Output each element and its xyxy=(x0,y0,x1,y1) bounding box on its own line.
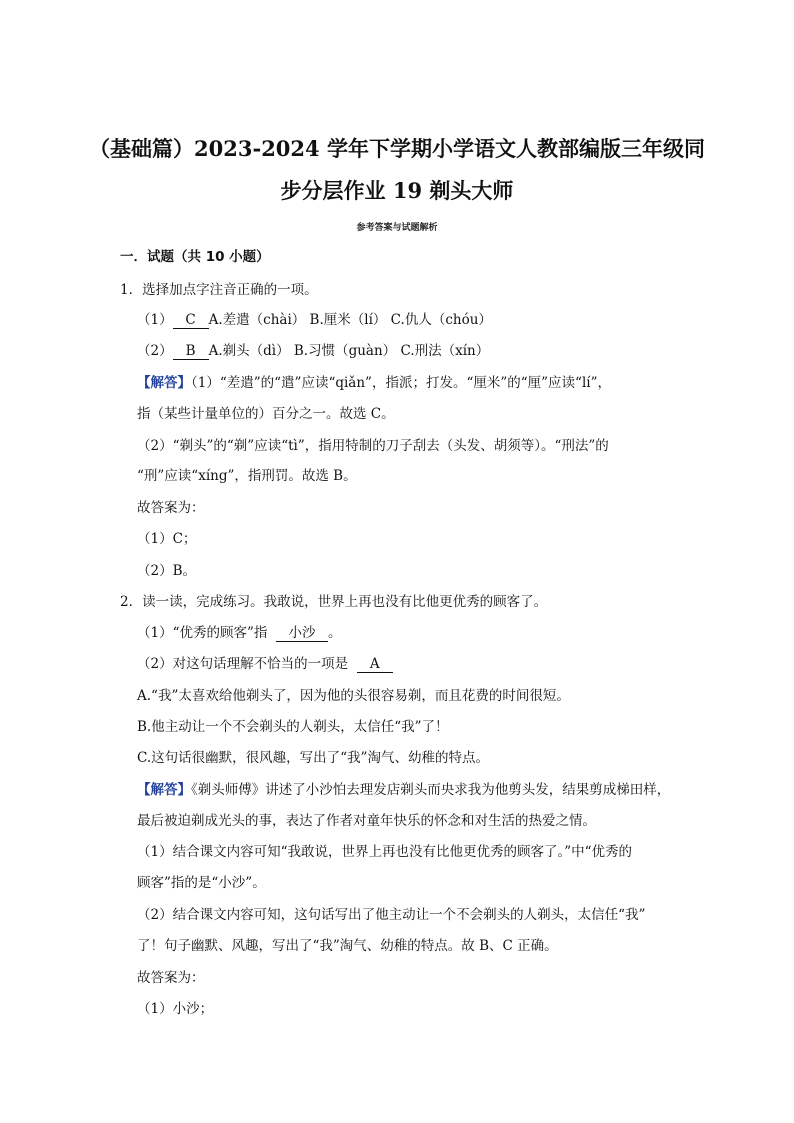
question-1-explanation-4: “刑”应读“xíng”，指刑罚。故选 B。 xyxy=(137,468,357,484)
question-1-explanation-1 xyxy=(137,373,611,393)
answer-tag: 【解答】 xyxy=(137,782,191,798)
question-1-explanation-2: 指（某些计量单位的）百分之一。故选 C。 xyxy=(137,406,395,422)
explanation-text: 《剃头师傅》讲述了小沙怕去理发店剃头而央求我为他剪头发，结果剪成梯田样， xyxy=(191,782,671,798)
document-title-line-1: （基础篇）2023-2024 学年下学期小学语文人教部编版三年级同 xyxy=(89,136,705,161)
section-heading: 一．试题（共 10 小题） xyxy=(120,249,270,265)
question-1-answer-2: （2）B。 xyxy=(137,563,197,579)
question-2-sub-2 xyxy=(137,654,393,674)
question-1-answers-label: 故答案为： xyxy=(137,500,205,516)
answer-blank: A xyxy=(357,656,393,673)
question-2-option-b: B.他主动让一个不会剃头的人剃头，太信任“我”了！ xyxy=(137,719,449,735)
explanation-text: （1）“差遣”的“遣”应读“qiǎn”，指派；打发。“厘米”的“厘”应读“lí”， xyxy=(191,375,611,391)
options-text: A.差遣（chài） B.厘米（lí） C.仇人（chóu） xyxy=(208,312,492,328)
answer-blank: C xyxy=(173,312,209,329)
document-subtitle: 参考答案与试题解析 xyxy=(356,223,438,233)
question-1-answer-1: （1）C； xyxy=(137,531,197,547)
question-1-sub-1 xyxy=(137,310,492,330)
question-2-answers-label: 故答案为： xyxy=(137,970,205,986)
question-1-explanation-3: （2）“剃头”的“剃”应读“tì”，指用特制的刀子刮去（头发、胡须等）。“刑法”的 xyxy=(137,438,609,454)
question-1-sub-2 xyxy=(137,341,489,361)
sub-end: 。 xyxy=(328,625,342,641)
answer-blank: 小沙 xyxy=(276,625,328,642)
question-2-option-a: A.“我”太喜欢给他剃头了，因为他的头很容易剃，而且花费的时间很短。 xyxy=(137,688,570,704)
question-2-explanation-4: 顾客”指的是“小沙”。 xyxy=(137,875,266,891)
question-2-explanation-5: （2）结合课文内容可知，这句话写出了他主动让一个不会剃头的人剃头，太信任“我” xyxy=(137,907,646,923)
sub-prefix: （1） xyxy=(137,312,173,328)
document-title-line-2: 步分层作业 19 剃头大师 xyxy=(280,178,514,203)
question-2-explanation-1 xyxy=(137,780,670,800)
question-2-stem: 2．读一读，完成练习。我敢说，世界上再也没有比他更优秀的顾客了。 xyxy=(120,594,548,610)
sub-prefix: （2） xyxy=(137,343,173,359)
sub-text: （2）对这句话理解不恰当的一项是 xyxy=(137,656,349,672)
question-2-answer-1: （1）小沙； xyxy=(137,1001,214,1017)
answer-tag: 【解答】 xyxy=(137,375,191,391)
question-2-option-c: C.这句话很幽默，很风趣，写出了“我”淘气、幼稚的特点。 xyxy=(137,750,489,766)
answer-blank: B xyxy=(173,343,209,360)
sub-text: （1）“优秀的顾客”指 xyxy=(137,625,268,641)
options-text: A.剃头（dì） B.习惯（guàn） C.刑法（xín） xyxy=(208,343,490,359)
question-2-explanation-3: （1）结合课文内容可知“我敢说，世界上再也没有比他更优秀的顾客了。”中“优秀的 xyxy=(137,844,633,860)
question-2-sub-1 xyxy=(137,623,342,643)
question-1-stem: 1．选择加点字注音正确的一项。 xyxy=(120,282,318,298)
question-2-explanation-2: 最后被迫剃成光头的事，表达了作者对童年快乐的怀念和对生活的热爱之情。 xyxy=(137,813,596,829)
question-2-explanation-6: 了！句子幽默、风趣，写出了“我”淘气、幼稚的特点。故 B、C 正确。 xyxy=(137,938,558,954)
